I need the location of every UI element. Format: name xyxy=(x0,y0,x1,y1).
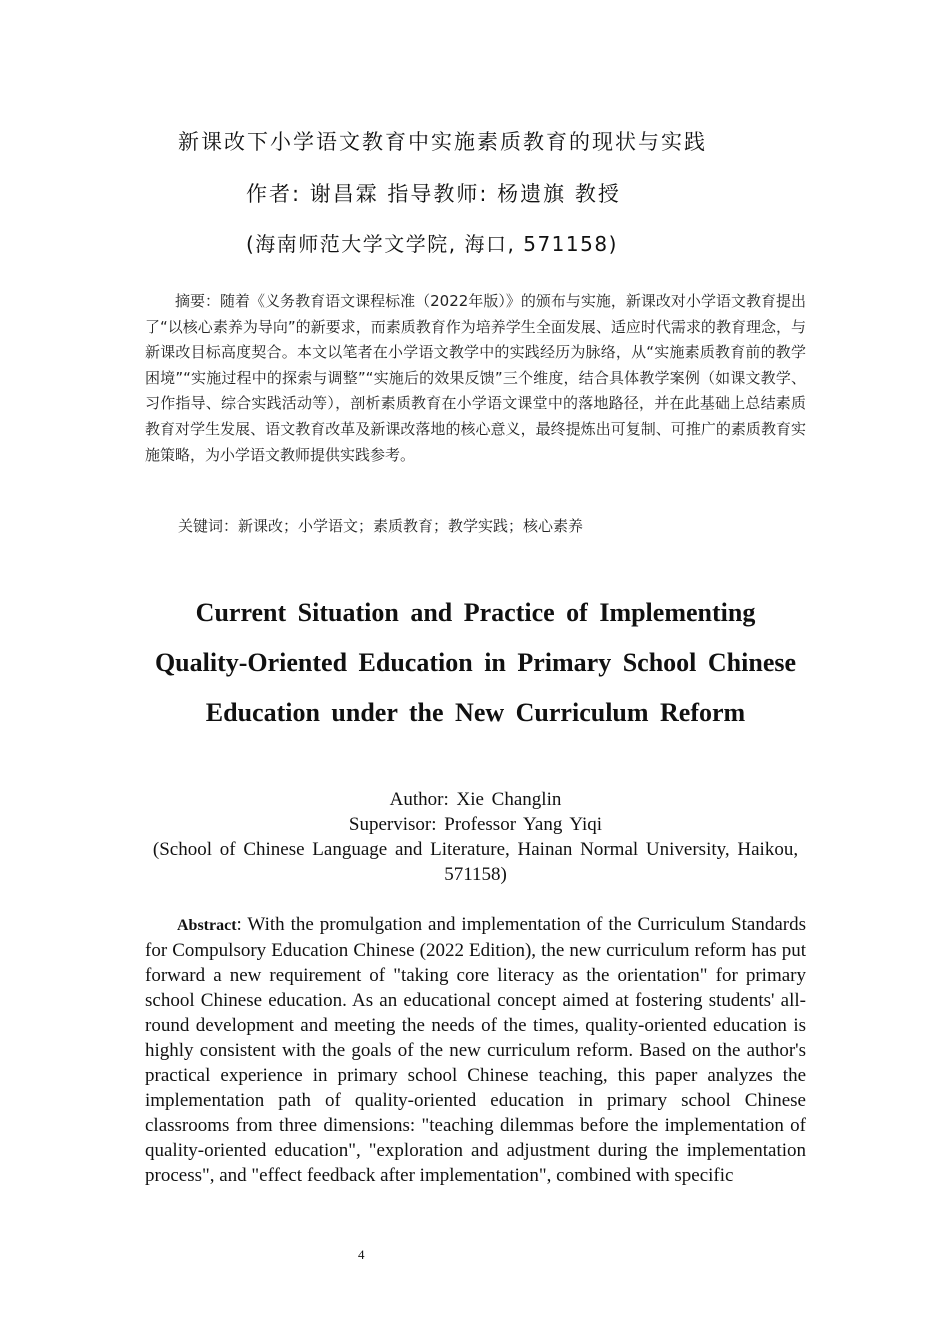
english-supervisor: Supervisor: Professor Yang Yiqi xyxy=(348,814,603,835)
chinese-abstract: 摘要：随着《义务教育语文课程标准（2022年版）》的颁布与实施，新课改对小学语文教育提出了“以核心素养为导向”的新要求，而素质教育作为培养学生全面发展、适应时代需求的教育理念，与新课改目标高度契合。本文以笔者在小学语文教学中的实践经历为脉络，从“实施素质教育前的教学困境”“实施过程中的探索与调整”“实施后的效果反馈”三个维度，结合具体教学案例（如课文教学、习作指导、综合实践活动等），剖析素质教育在小学语文课堂中的落地路径，并在此基础上总结素质教育对学生发展、语文教育改革及新课改落地的核心意义，最终提炼出可复制、可推广的素质教育实施策略，为小学语文教师提供实践参考。 xyxy=(145,292,806,464)
english-affiliation: (School of Chinese Language and Literature, Hainan Normal University, Haikou, 571158) xyxy=(152,839,799,885)
chinese-author-line: 作者: 谢昌霖 指导教师: 杨遗旗 教授 xyxy=(246,182,621,206)
chinese-title: 新课改下小学语文教育中实施素质教育的现状与实践 xyxy=(178,130,707,154)
page-number: 4 xyxy=(358,1247,365,1262)
english-title: Current Situation and Practice of Implementing Quality-Oriented Education in Primary School Chinese Education under the New Curriculum Reform xyxy=(154,598,797,727)
english-author-block xyxy=(145,787,806,887)
english-abstract-label: Abstract xyxy=(177,917,237,934)
english-author: Author: Xie Changlin xyxy=(389,789,562,810)
chinese-affiliation: (海南师范大学文学院, 海口, 571158) xyxy=(246,232,618,256)
english-abstract xyxy=(145,912,806,1188)
chinese-keywords: 关键词：新课改；小学语文；素质教育；教学实践；核心素养 xyxy=(178,517,584,535)
english-abstract-text: : With the promulgation and implementation of the Curriculum Standards for Compulsory Education Chinese (2022 Edition), the new curriculum reform has put forward a new requirement of "taking core literacy as the orientation" for primary school Chinese education. As an educational concept aimed at fostering students' all-round development and meeting the needs of the times, quality-oriented education is highly consistent with the goals of the new curriculum reform. Based on the author's practical experience in primary school Chinese teaching, this paper analyzes the implementation path of quality-oriented education in primary school Chinese classrooms from three dimensions: "teaching dilemmas before the implementation of quality-oriented education", "exploration and adjustment during the implementation process", and "effect feedback after implementation", combined with specific xyxy=(145,914,806,1186)
